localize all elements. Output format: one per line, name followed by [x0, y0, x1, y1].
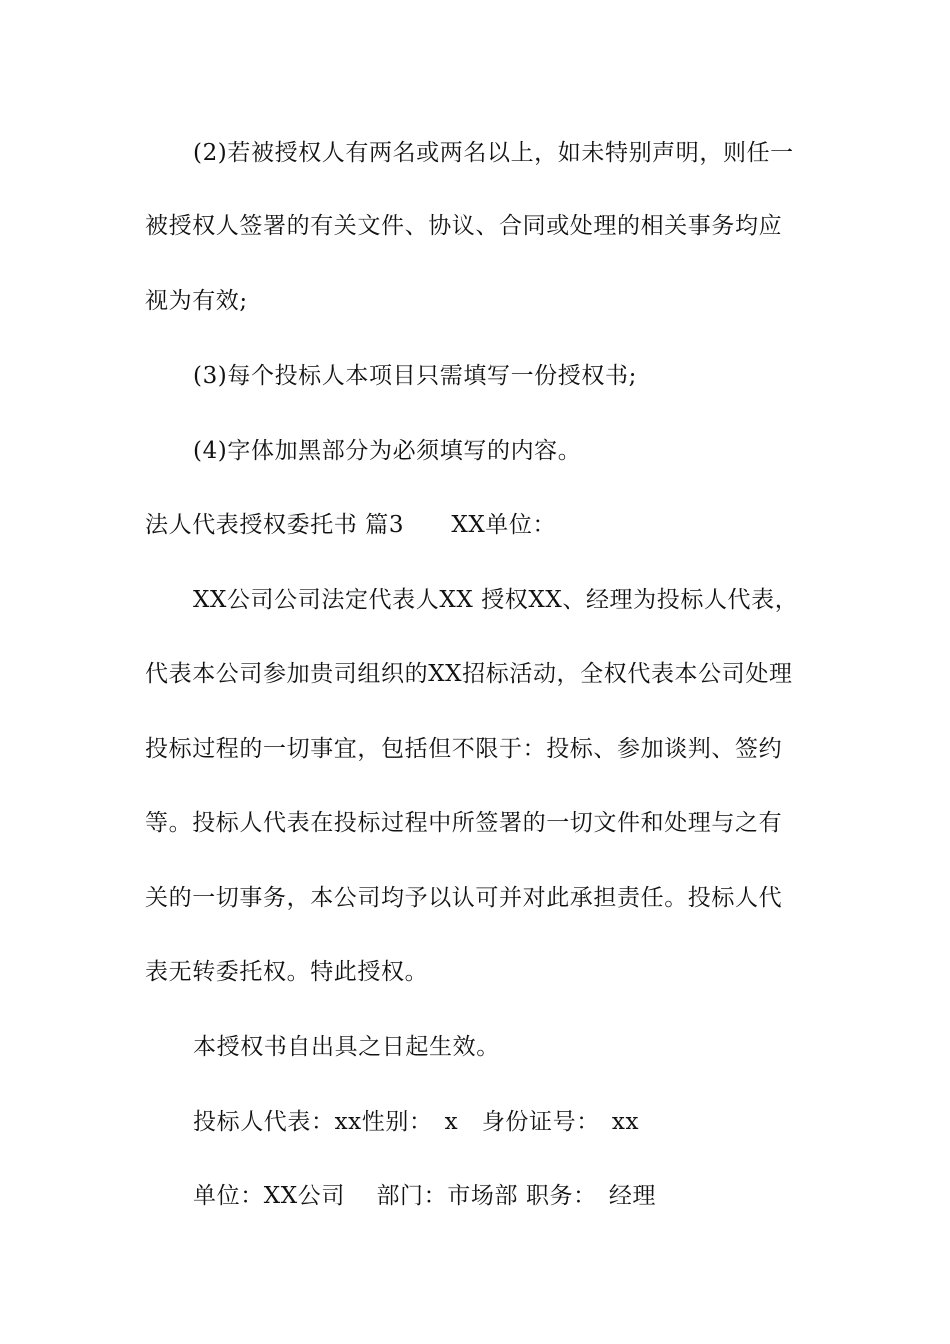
paragraph-line: 投标过程的一切事宜，包括但不限于：投标、参加谈判、签约	[145, 736, 783, 762]
paragraph-line: 关的一切事务，本公司均予以认可并对此承担责任。投标人代	[145, 885, 783, 911]
paragraph-line: 代表本公司参加贵司组织的XX招标活动，全权代表本公司处理	[145, 661, 793, 687]
paragraph-line: 被授权人签署的有关文件、协议、合同或处理的相关事务均应	[145, 213, 783, 239]
paragraph-line: (3)每个投标人本项目只需填写一份授权书;	[193, 363, 637, 389]
paragraph-line: XX公司公司法定代表人XX 授权XX、经理为投标人代表，	[193, 587, 799, 613]
paragraph-line: (2)若被授权人有两名或两名以上，如未特别声明，则任一	[193, 140, 794, 166]
paragraph-line: 本授权书自出具之日起生效。	[193, 1034, 500, 1060]
paragraph-line: 等。投标人代表在投标过程中所签署的一切文件和处理与之有	[145, 810, 783, 836]
paragraph-line: 视为有效;	[145, 288, 248, 314]
paragraph-line: 表无转委托权。特此授权。	[145, 959, 429, 985]
representative-info-line: 投标人代表：xx性别： x 身份证号： xx	[193, 1109, 640, 1135]
paragraph-line: (4)字体加黑部分为必须填写的内容。	[193, 438, 582, 464]
unit-info-line: 单位：XX公司 部门：市场部 职务： 经理	[193, 1183, 657, 1209]
section-heading: 法人代表授权委托书 篇3 XX单位：	[145, 512, 557, 538]
